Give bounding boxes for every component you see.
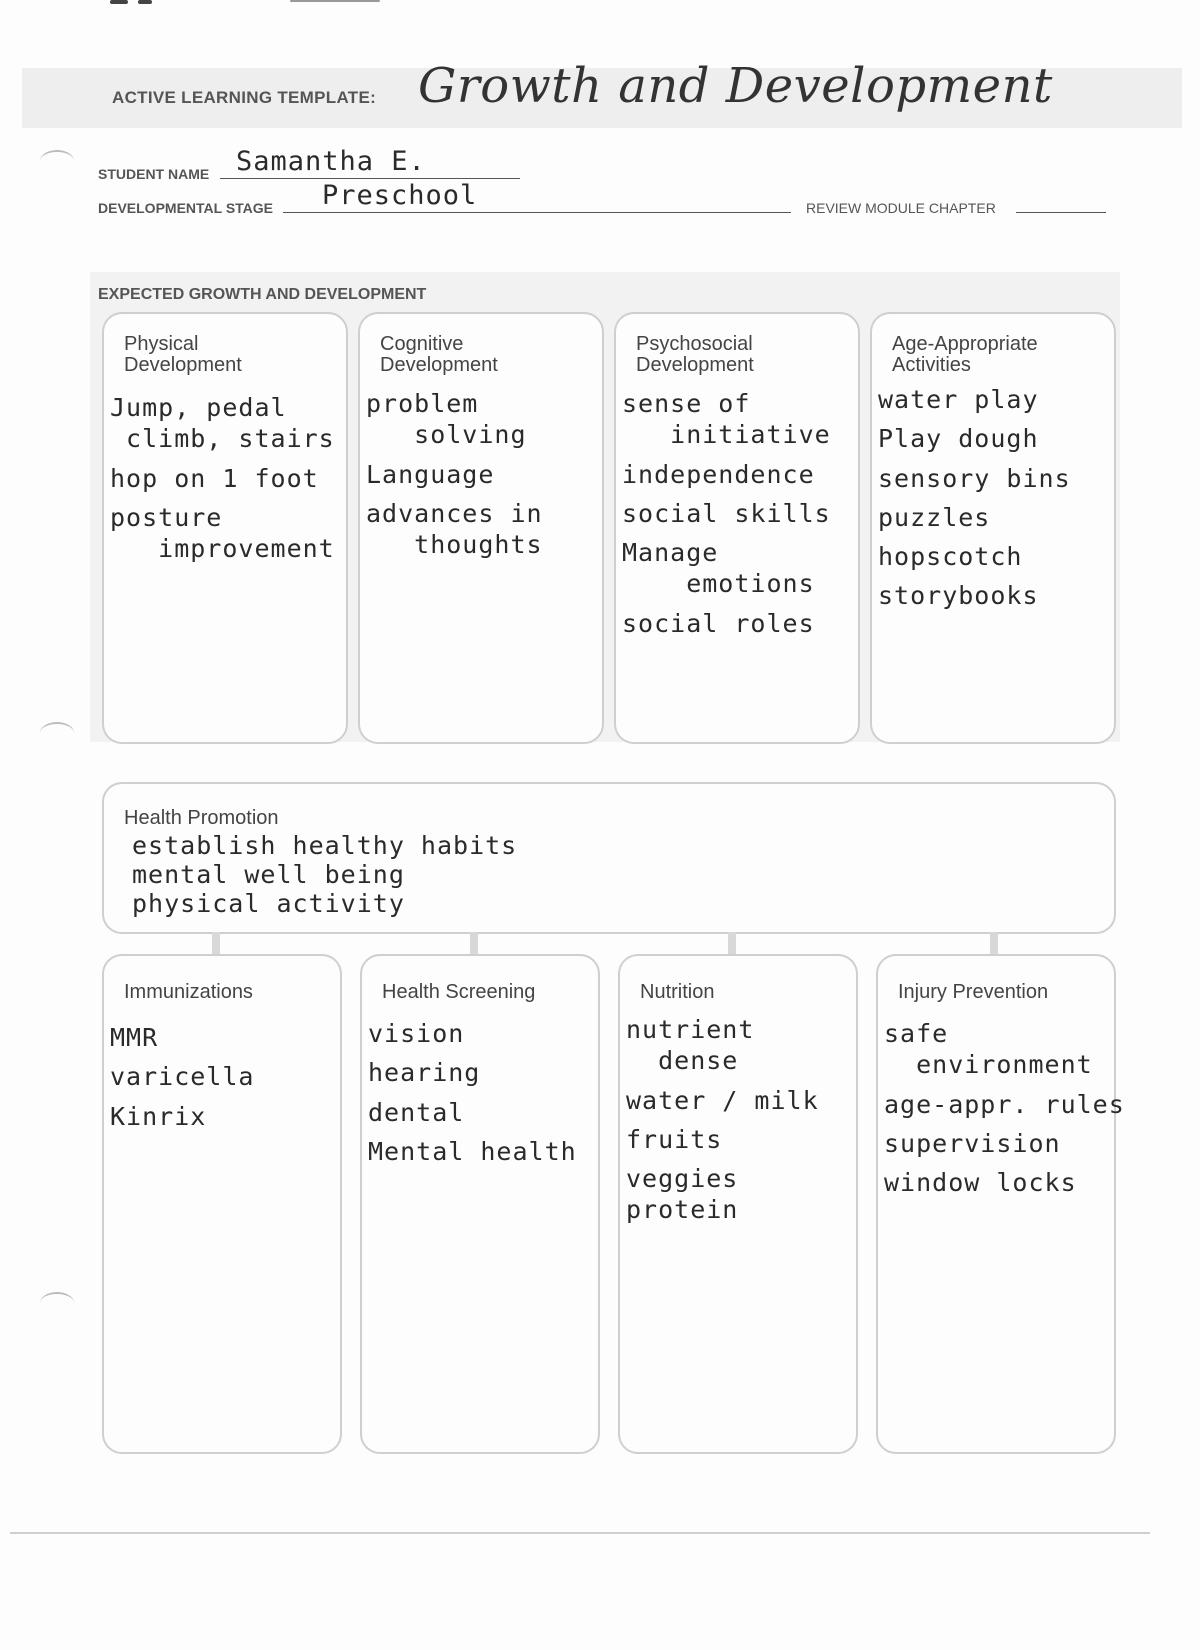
handwritten-entry: Language <box>366 459 495 489</box>
handwritten-entry: advances in thoughts <box>366 498 543 559</box>
connector <box>470 932 478 954</box>
handwritten-entry: age-appr. rules <box>884 1089 1125 1119</box>
handwritten-entry: Manage emotions <box>622 538 815 599</box>
cognitive-development-box <box>358 312 604 744</box>
injury-prevention-entries <box>884 1018 1125 1206</box>
immunizations-entries <box>110 1022 340 1140</box>
connector <box>990 932 998 954</box>
handwritten-entry: Jump, pedal climb, stairs <box>110 393 335 454</box>
psychosocial-development-box <box>614 312 860 744</box>
handwritten-entry: varicella <box>110 1062 255 1092</box>
handwritten-entry: Kinrix <box>110 1101 207 1131</box>
handwritten-entry: social skills <box>622 498 831 528</box>
health-screening-entries <box>368 1018 598 1175</box>
age-appropriate-activities-title: Age-Appropriate Activities <box>892 333 1038 376</box>
handwritten-entry: sensory bins <box>878 463 1071 493</box>
health-screening-title: Health Screening <box>382 981 536 1003</box>
page-bottom-rule <box>10 1532 1150 1534</box>
connector <box>212 932 220 954</box>
physical-development-entries <box>110 392 346 572</box>
injury-prevention-title: Injury Prevention <box>898 981 1049 1003</box>
connector <box>728 932 736 954</box>
handwritten-entry: vision <box>368 1019 465 1048</box>
handwritten-entry: veggies protein <box>626 1164 739 1225</box>
handwritten-entry: hearing <box>368 1058 481 1088</box>
immunizations-title: Immunizations <box>124 981 253 1003</box>
handwritten-entry: puzzles <box>878 502 991 532</box>
health-promotion-box <box>102 782 1116 934</box>
review-module-line <box>1016 212 1106 213</box>
handwritten-entry: problem solving <box>366 389 527 450</box>
handwritten-entry: dental <box>368 1097 465 1127</box>
review-module-label: REVIEW MODULE CHAPTER <box>806 200 996 216</box>
handwritten-entry: water / milk <box>626 1085 819 1115</box>
template-label: ACTIVE LEARNING TEMPLATE: <box>112 88 377 107</box>
age-appropriate-activities-box <box>870 312 1116 744</box>
handwritten-entry: supervision <box>884 1128 1061 1158</box>
psychosocial-development-title: Psychosocial Development <box>636 333 754 376</box>
handwritten-entry: window locks <box>884 1168 1077 1197</box>
nutrition-entries <box>626 1014 856 1234</box>
health-promotion-entries <box>132 832 1114 918</box>
handwritten-entry: establish healthy habits <box>132 831 518 860</box>
binder-hole-mark <box>40 1292 74 1314</box>
handwritten-entry: social roles <box>622 608 815 638</box>
nutrition-title: Nutrition <box>640 981 715 1003</box>
binder-hole-mark <box>40 722 74 744</box>
cognitive-development-title: Cognitive Development <box>380 333 498 376</box>
handwritten-entry: independence <box>622 459 815 489</box>
handwritten-entry: nutrient dense <box>626 1015 755 1076</box>
handwritten-entry: water play <box>878 385 1039 414</box>
physical-development-title: Physical Development <box>124 333 242 376</box>
cognitive-development-entries <box>366 388 602 568</box>
psychosocial-development-entries <box>622 388 858 647</box>
handwritten-entry: safe environment <box>884 1019 1093 1080</box>
expected-section-title: EXPECTED GROWTH AND DEVELOPMENT <box>98 286 427 303</box>
handwritten-entry: mental well being <box>132 859 405 889</box>
immunizations-box <box>102 954 342 1454</box>
handwritten-entry: fruits <box>626 1124 723 1154</box>
physical-development-box <box>102 312 348 744</box>
handwritten-entry: Mental health <box>368 1136 577 1166</box>
binder-hole-mark <box>40 150 74 172</box>
handwritten-entry: MMR <box>110 1023 159 1052</box>
top-scan-marks <box>110 0 410 6</box>
handwritten-entry: hopscotch <box>878 542 1023 571</box>
handwritten-entry: physical activity <box>132 888 405 918</box>
handwritten-entry: hop on 1 foot <box>110 463 319 493</box>
page-title: Growth and Development <box>418 58 1053 114</box>
handwritten-entry: sense of initiative <box>622 389 831 450</box>
handwritten-entry: storybooks <box>878 581 1039 611</box>
health-screening-box <box>360 954 600 1454</box>
health-promotion-title: Health Promotion <box>124 807 279 829</box>
student-name-label: STUDENT NAME <box>98 166 210 182</box>
handwritten-entry: posture improvement <box>110 502 335 563</box>
nutrition-box <box>618 954 858 1454</box>
age-appropriate-activities-entries <box>878 384 1114 620</box>
developmental-stage-value: Preschool <box>322 180 478 211</box>
student-name-value: Samantha E. <box>236 146 426 177</box>
injury-prevention-box <box>876 954 1125 1454</box>
handwritten-entry: Play dough <box>878 424 1039 454</box>
developmental-stage-label: DEVELOPMENTAL STAGE <box>98 200 274 216</box>
